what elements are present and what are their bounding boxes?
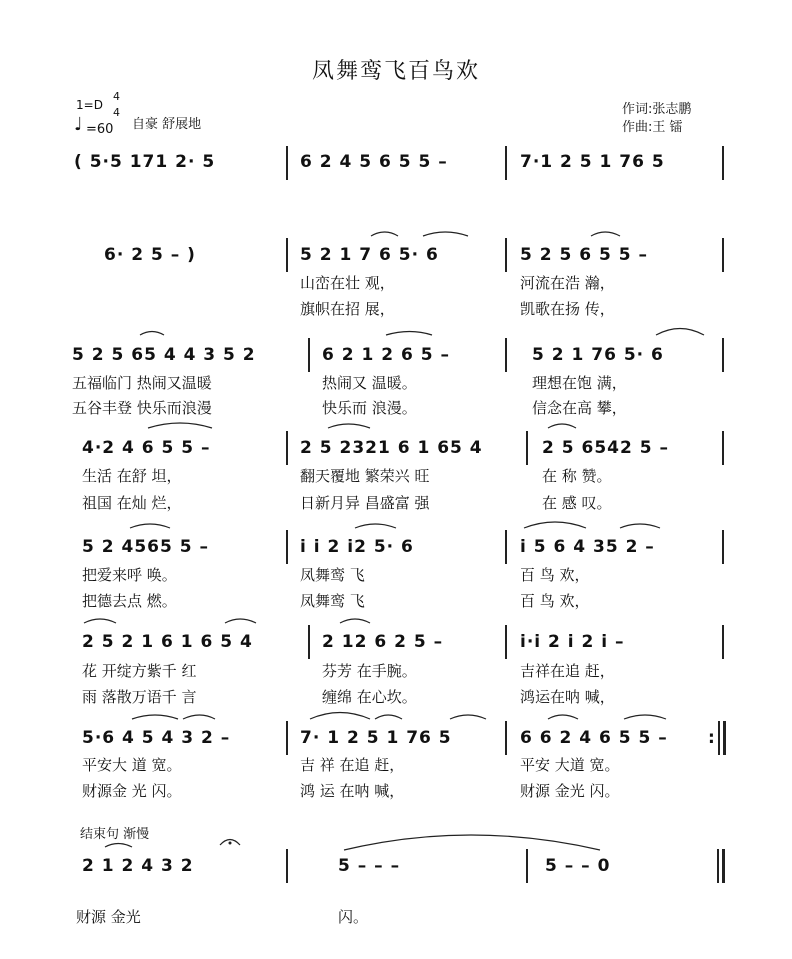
lyric: 把德去点 燃。 [82,592,177,610]
lyricist-credit: 作词:张志鹏 [622,102,692,117]
slur-mark [130,524,170,528]
ending-label: 结束句 渐慢 [80,827,150,842]
measure: i·i 2 i 2 i – [520,632,625,652]
time-signature-bottom: 4 [113,106,120,119]
tempo-marking: =60 [86,122,114,137]
lyric: 芬芳 在手腕。 [322,662,417,680]
lyric: 在 感 叹。 [542,494,612,512]
key-signature: 1=D [76,98,103,112]
tie-mark [344,835,600,850]
lyric: 雨 落散万语千 言 [82,688,197,706]
slur-mark [386,332,432,336]
slur-mark [355,524,396,528]
slur-mark [375,715,402,719]
measure: 6 2 1 2 6 5 – [322,345,450,365]
slur-mark [225,619,256,623]
slur-mark [371,232,398,236]
slur-mark [624,715,666,719]
lyric: 财源金 光 闪。 [82,782,182,800]
lyric: 旗帜在招 展， [300,300,395,318]
slur-mark [310,713,370,720]
lyric: 凤舞鸾 飞 [300,566,365,584]
lyric: 五福临门 热闹又温暖 [72,374,212,392]
lyric: 日新月异 昌盛富 强 [300,494,430,512]
measure: 6 6 2 4 6 5 5 – [520,728,668,748]
lyric: 闪。 [338,908,369,926]
slur-mark [328,424,370,428]
lyric: 快乐而 浪漫。 [322,399,417,417]
slur-mark [183,715,215,719]
measure: 6· 2 5 – ) [104,245,196,265]
measure: 2 5 6542 5 – [542,438,669,458]
measure: 5·6 4 5 4 3 2 – [82,728,231,748]
measure: 5 2 1 76 5· 6 [532,345,664,365]
measure: 6 2 4 5 6 5 5 – [300,152,448,172]
measure: 4·2 4 6 5 5 – [82,438,211,458]
measure: 7· 1 2 5 1 76 5 [300,728,452,748]
lyric: 百 鸟 欢， [520,566,590,584]
measure: 2 12 6 2 5 – [322,632,444,652]
lyric: 平安大 道 宽。 [82,756,182,774]
slur-mark [340,619,370,623]
fermata-dot [229,842,232,845]
lyric: 吉祥在追 赶， [520,662,615,680]
measure: 5 2 5 6 5 5 – [520,245,648,265]
lyric: 财源 金光 [76,908,141,926]
lyric: 把爱来呼 唤。 [82,566,177,584]
lyric: 百 鸟 欢， [520,592,590,610]
slur-mark [105,844,132,848]
slur-mark [591,232,620,236]
measure: 2 5 2321 6 1 65 4 [300,438,483,458]
lyric: 在 称 赞。 [542,467,612,485]
lyric: 河流在浩 瀚， [520,274,615,292]
lyric: 吉 祥 在追 赶， [300,756,405,774]
measure: 2 5 2 1 6 1 6 5 4 [82,632,253,652]
lyric: 生活 在舒 坦， [82,467,182,485]
lyric: 鸿运在呐 喊， [520,688,615,706]
measure: 5 2 1 7 6 5· 6 [300,245,439,265]
lyric: 祖国 在灿 烂， [82,494,182,512]
lyric: 翻天覆地 繁荣兴 旺 [300,467,430,485]
composer-credit: 作曲:王 镭 [622,120,683,135]
measure: 5 – – 0 [545,856,611,876]
slur-mark [450,715,486,719]
slur-mark [620,524,660,528]
lyric: 热闹又 温暖。 [322,374,417,392]
lyric: 缠绵 在心坎。 [322,688,417,706]
measure: 7·1 2 5 1 76 5 [520,152,665,172]
lyric: 信念在高 攀， [532,399,627,417]
lyric: 五谷丰登 快乐而浪漫 [72,399,212,417]
lyric: 凤舞鸾 飞 [300,592,365,610]
measure: 5 2 5 65 4 4 3 5 2 [72,345,256,365]
slur-mark [524,522,586,528]
lyric: 鸿 运 在呐 喊， [300,782,405,800]
slur-mark [84,619,116,623]
measure: 5 2 4565 5 – [82,537,209,557]
measure: i 5 6 4 35 2 – [520,537,655,557]
slur-mark [148,423,212,428]
slur-mark [132,715,178,719]
lyric: 凯歌在扬 传， [520,300,615,318]
time-signature-top: 4 [113,90,120,103]
quarter-note-icon: ♩ [74,114,83,135]
measure: 2 1 2 4 3 2 [82,856,194,876]
lyric: 山峦在壮 观， [300,274,395,292]
measure: ( 5·5 171 2· 5 [74,152,216,172]
slur-mark [548,715,578,719]
lyric: 理想在饱 满， [532,374,627,392]
song-title: 凤舞鸾飞百鸟欢 [311,59,480,84]
lyric: 财源 金光 闪。 [520,782,620,800]
measure: i i 2 i2 5· 6 [300,537,414,557]
slur-mark [140,332,164,336]
slur-mark [423,232,468,236]
lyric: 平安 大道 宽。 [520,756,620,774]
lyric: 花 开绽方紫千 红 [82,662,197,680]
slur-mark [548,424,576,428]
slur-mark [656,329,704,336]
repeat-dots: : [708,728,716,748]
expression-marking: 自豪 舒展地 [132,117,202,132]
measure: 5 – – – [338,856,401,876]
